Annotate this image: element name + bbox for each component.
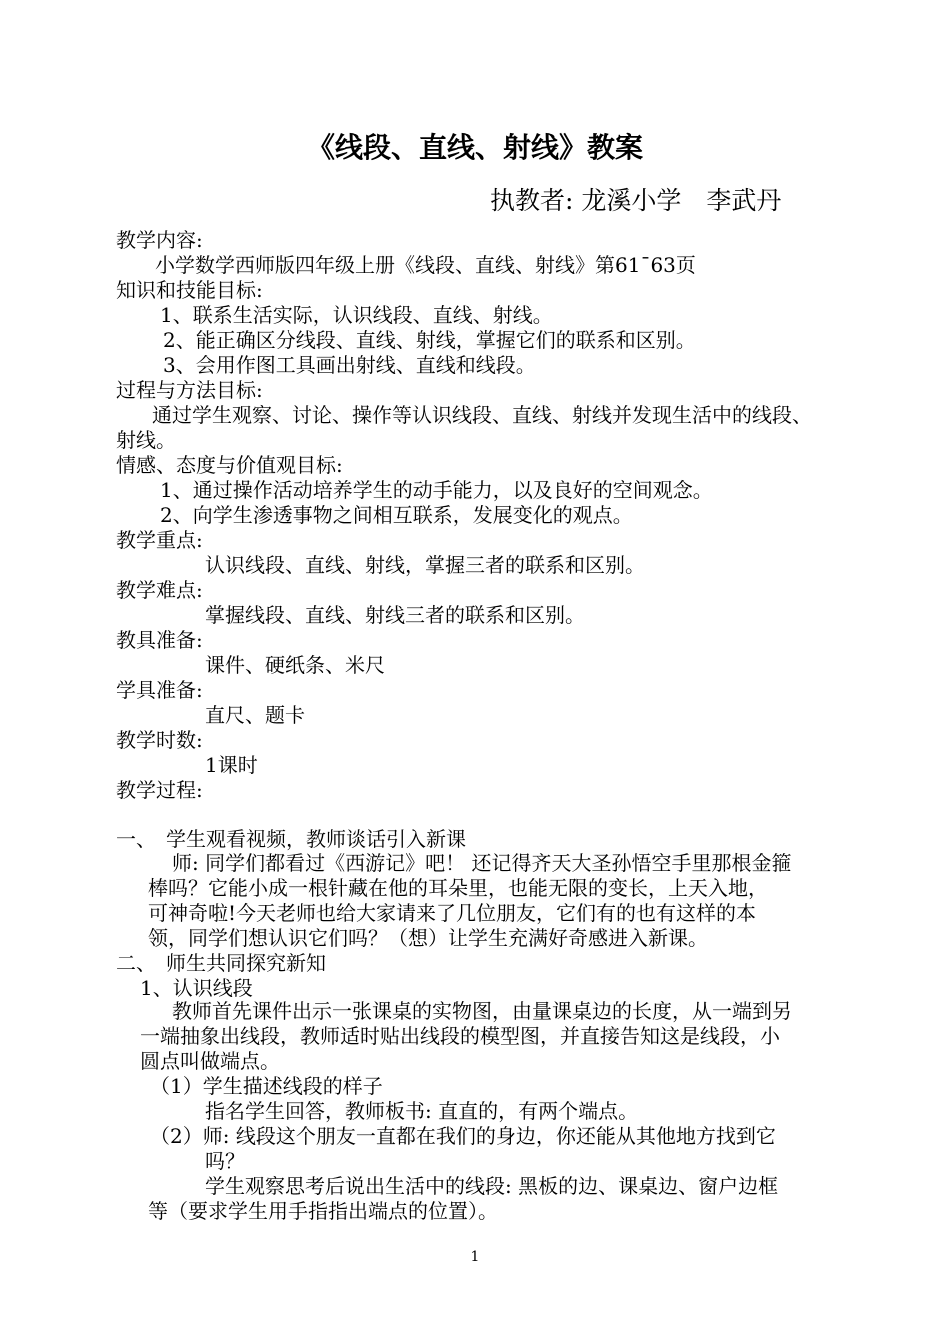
subsection-1-paragraph-cont: 一端抽象出线段，教师适时贴出线段的模型图，并直接告知这是线段，小 [140, 1024, 780, 1048]
knowledge-goal-1: 1、联系生活实际，认识线段、直线、射线。 [160, 303, 553, 327]
heading-student-aids: 学具准备: [116, 678, 203, 702]
emotion-goal-1: 1、通过操作活动培养学生的动手能力，以及良好的空间观念。 [160, 478, 713, 502]
knowledge-goal-3: 3、会用作图工具画出射线、直线和线段。 [163, 353, 536, 377]
teaching-aids-text: 课件、硬纸条、米尺 [205, 653, 385, 677]
process-goal-text-cont: 射线。 [116, 428, 176, 452]
key-points-text: 认识线段、直线、射线，掌握三者的联系和区别。 [205, 553, 645, 577]
item-1-heading: （1）学生描述线段的样子 [150, 1074, 383, 1098]
item-2-text-cont: 等（要求学生用手指指出端点的位置）。 [148, 1199, 498, 1223]
heading-knowledge-goals: 知识和技能目标: [116, 278, 263, 302]
student-aids-text: 直尺、题卡 [205, 703, 305, 727]
knowledge-goal-2: 2、能正确区分线段、直线、射线，掌握它们的联系和区别。 [163, 328, 696, 352]
section-1-paragraph: 师: 同学们都看过《西游记》吧！ 还记得齐天大圣孙悟空手里那根金箍 [172, 851, 792, 875]
heading-teaching-aids: 教具准备: [116, 628, 203, 652]
heading-process: 教学过程: [116, 778, 203, 802]
section-1-paragraph-cont: 可神奇啦!今天老师也给大家请来了几位朋友，它们有的也有这样的本 [148, 901, 757, 925]
difficulties-text: 掌握线段、直线、射线三者的联系和区别。 [205, 603, 585, 627]
section-1-paragraph-cont: 棒吗？它能小成一根针藏在他的耳朵里，也能无限的变长，上天入地， [148, 876, 768, 900]
teacher-info: 执教者: 龙溪小学 李武丹 [490, 186, 782, 215]
subsection-1-heading: 1、认识线段 [140, 976, 253, 1000]
heading-difficulties: 教学难点: [116, 578, 203, 602]
heading-emotion-goals: 情感、态度与价值观目标: [116, 453, 343, 477]
page-number: 1 [470, 1249, 480, 1265]
heading-process-goals: 过程与方法目标: [116, 378, 263, 402]
hours-text: 1课时 [205, 753, 258, 777]
subsection-1-paragraph-cont: 圆点叫做端点。 [140, 1049, 280, 1073]
heading-key-points: 教学重点: [116, 528, 203, 552]
subsection-1-paragraph: 教师首先课件出示一张课桌的实物图，由量课桌边的长度，从一端到另 [172, 999, 792, 1023]
document-title: 《线段、直线、射线》教案 [306, 131, 643, 164]
item-2-heading: （2）师: 线段这个朋友一直都在我们的身边，你还能从其他地方找到它 [150, 1124, 776, 1148]
section-1-heading: 一、 学生观看视频，教师谈话引入新课 [116, 827, 466, 851]
emotion-goal-2: 2、向学生渗透事物之间相互联系，发展变化的观点。 [160, 503, 633, 527]
process-goal-text: 通过学生观察、讨论、操作等认识线段、直线、射线并发现生活中的线段、 [152, 403, 812, 427]
item-1-text: 指名学生回答，教师板书: 直直的，有两个端点。 [205, 1099, 639, 1123]
item-2-heading-cont: 吗？ [205, 1149, 245, 1173]
content-text: 小学数学西师版四年级上册《线段、直线、射线》第61¯63页 [155, 253, 696, 277]
section-2-heading: 二、 师生共同探究新知 [116, 951, 326, 975]
section-1-paragraph-cont: 领，同学们想认识它们吗？（想）让学生充满好奇感进入新课。 [148, 926, 708, 950]
item-2-text: 学生观察思考后说出生活中的线段: 黑板的边、课桌边、窗户边框 [205, 1174, 779, 1198]
heading-content: 教学内容: [116, 228, 203, 252]
heading-hours: 教学时数: [116, 728, 203, 752]
